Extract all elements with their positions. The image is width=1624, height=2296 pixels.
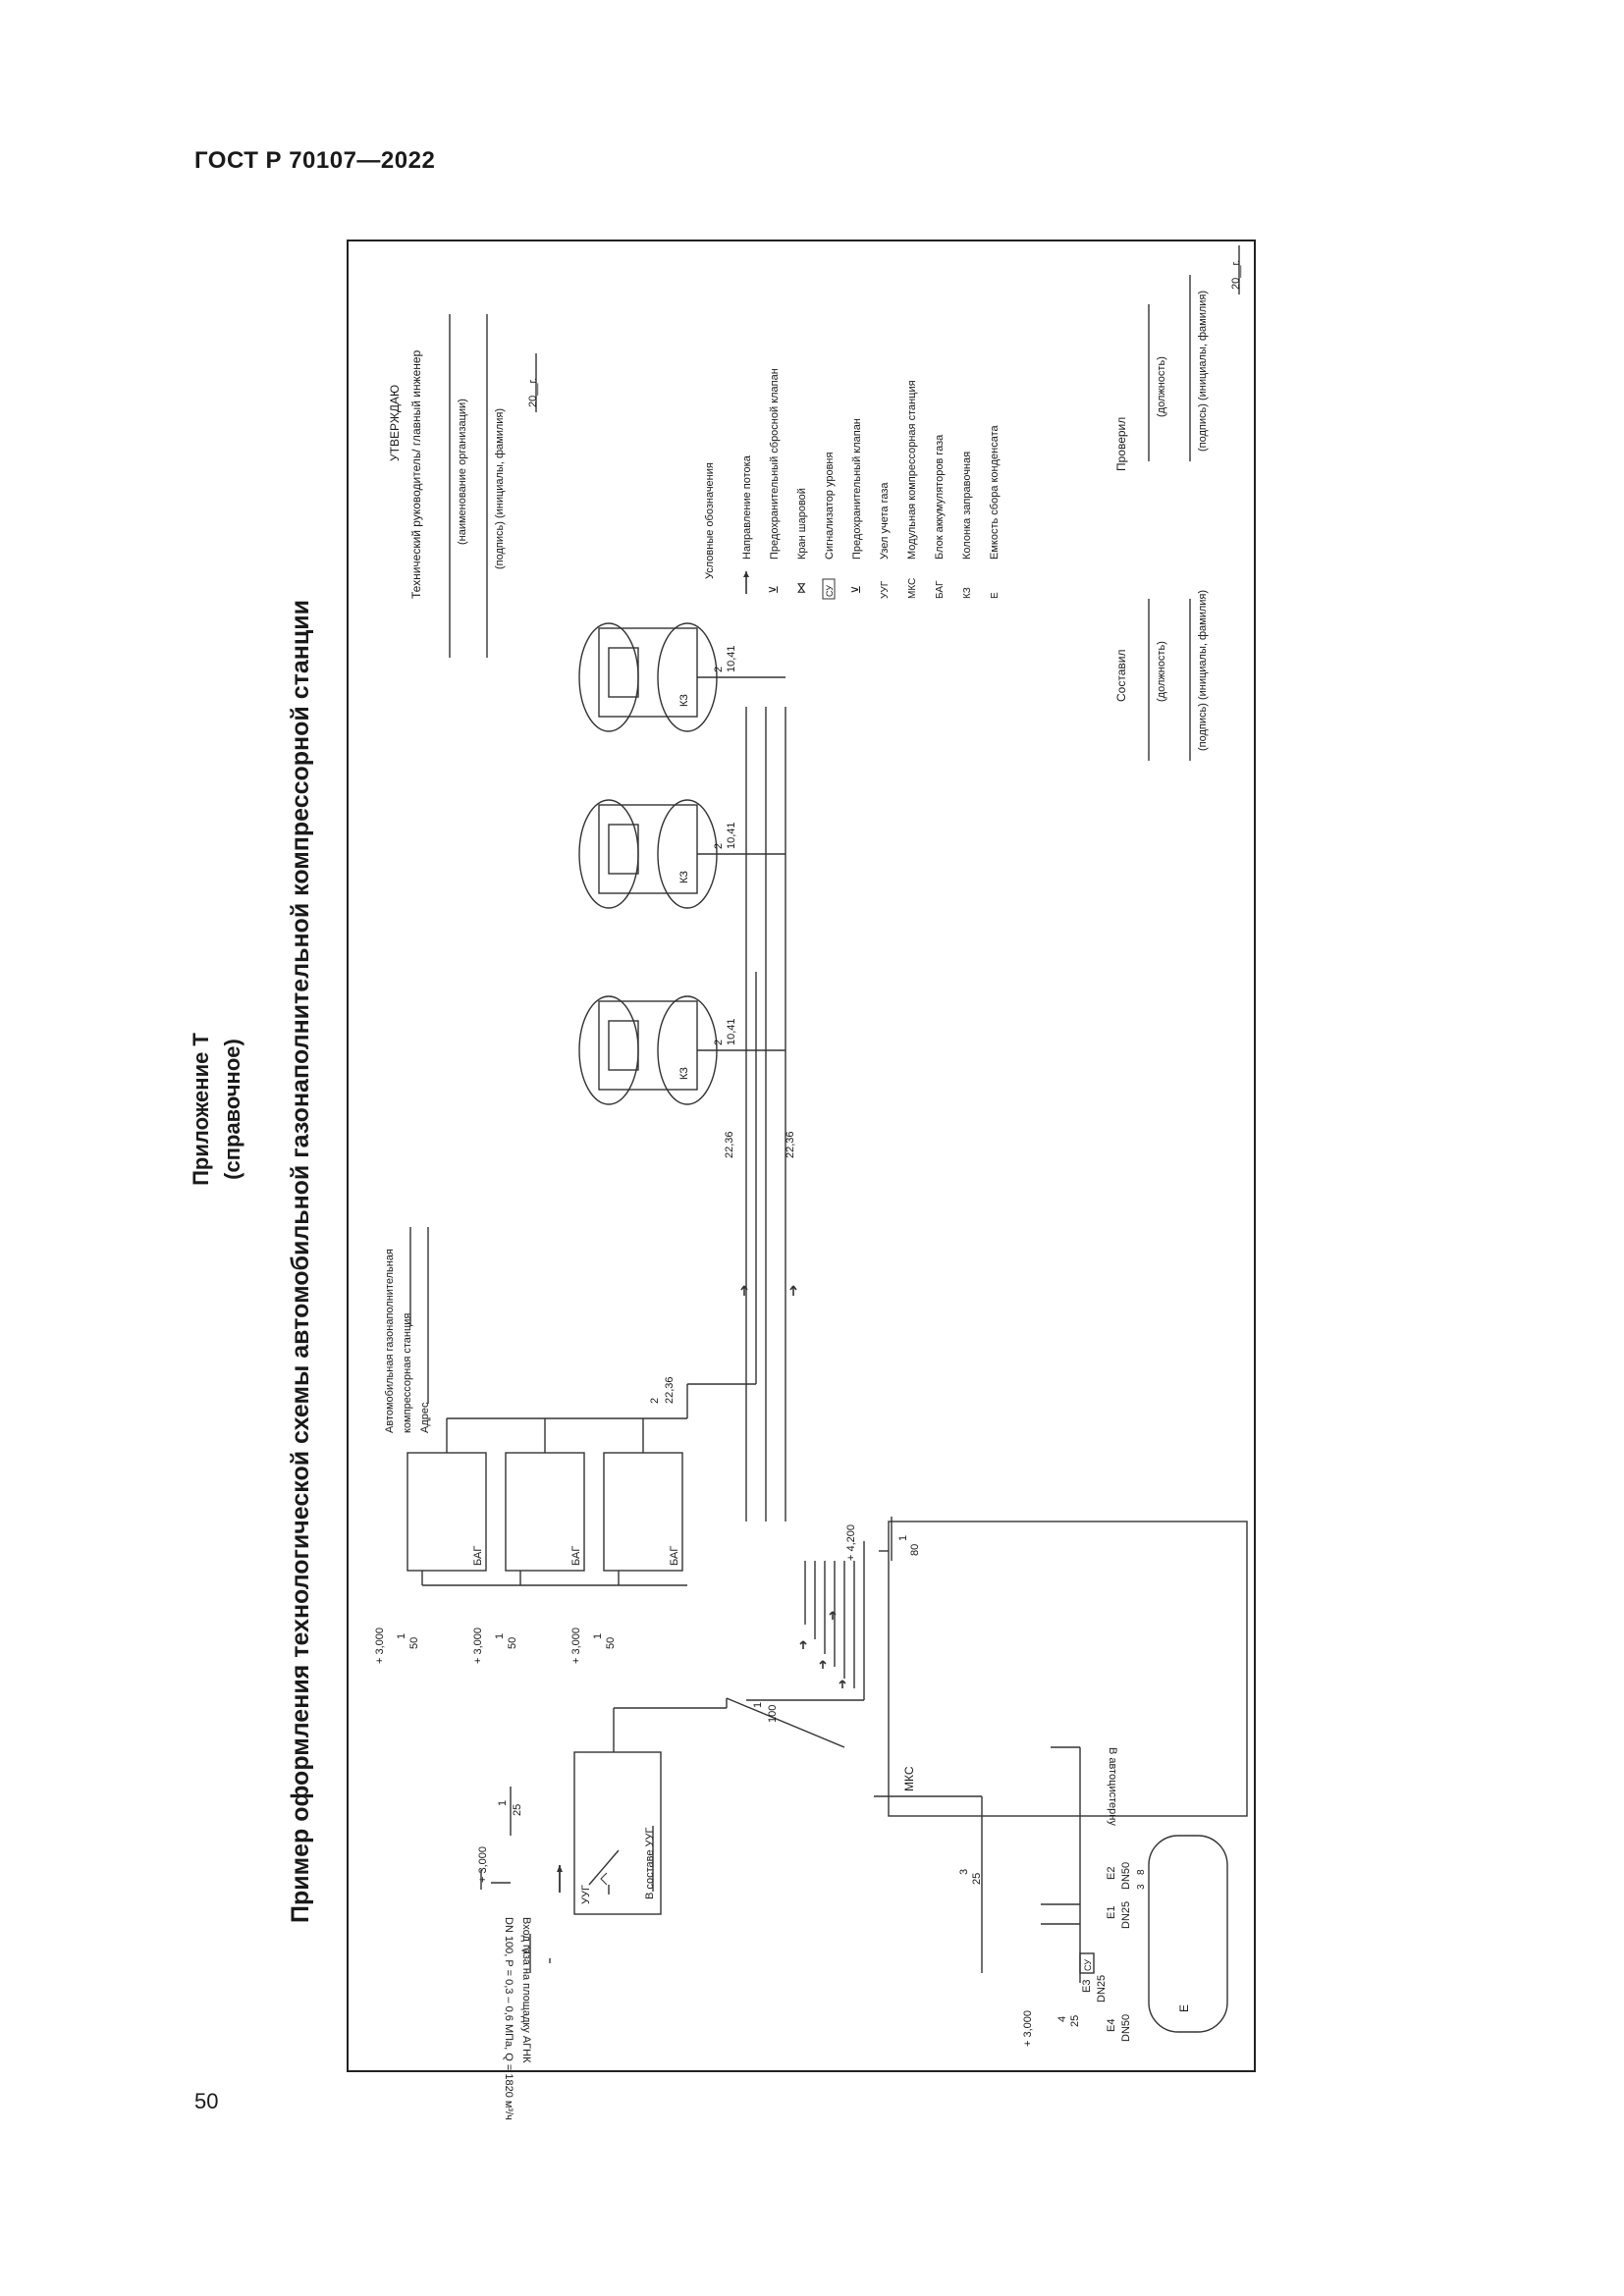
kz-p-1: 2 [713,1039,725,1045]
header-piping [727,1561,864,1747]
kz-p-3: 2 [713,666,725,672]
legend-label-3: Кран шаровой [796,488,808,560]
legend-label-5: Предохранительный клапан [851,418,863,560]
signature-compiled: Составил [1114,649,1128,702]
inlet-elev: + 3,000 [477,1845,489,1883]
approval-role: Технический руководитель/ главный инженер [409,349,423,599]
legend-symbol-7: МКС [907,577,918,599]
bag-manifold-p: 2 [649,1397,661,1404]
e2-dn: DN50 [1120,1861,1132,1890]
legend [704,368,1001,599]
e3-dn: DN25 [1096,1974,1108,2002]
e3-label: Е3 [1081,1979,1093,1993]
station-info-line2: компрессорная станция [402,1312,413,1433]
approval-heading: УТВЕРЖДАЮ [388,384,402,461]
kz-d-3: 10,41 [726,645,737,672]
inlet-section [477,1708,727,2120]
inlet-text-2: DN 100, P = 0,3 – 0,6 МПа, Q = 1820 м³/ч [503,1917,514,2120]
bag-p-1: 1 [396,1632,407,1639]
bag-d-3: 50 [605,1636,617,1649]
mks-d80: 80 [909,1543,921,1556]
legend-symbol-2: ⊻ [767,585,781,594]
signature-position-caption-2: (должность) [1156,356,1167,417]
legend-label-2: Предохранительный сбросной клапан [769,368,781,560]
legend-title: Условные обозначения [704,462,716,579]
legend-symbol-9: КЗ [962,587,973,599]
legend-label-7: Модульная компрессорная станция [906,380,918,560]
e4-dn: DN50 [1120,2013,1132,2042]
bag-label-2: БАГ [570,1545,582,1566]
inlet-text-1: Вход газа на площадку АГНК [520,1917,532,2063]
mks-box [889,1522,1247,1816]
cond-d25: 25 [971,1872,983,1885]
legend-label-10: Емкость сбора конденсата [989,425,1001,560]
signature-sign-caption-1: (подпись) (инициалы, фамилия) [1197,589,1209,751]
page-number: 50 [194,2089,219,2113]
appendix-title: Приложение Т [189,1033,213,1186]
auto-s8: 8 [1136,1869,1147,1875]
cond-elev: + 3,000 [1022,2009,1034,2047]
e1-label: Е1 [1106,1905,1117,1919]
bag-elev-3: + 3,000 [570,1627,582,1664]
d100-size: 100 [767,1704,779,1723]
legend-label-1: Направление потока [741,455,753,560]
signature-sign-caption-2: (подпись) (инициалы, фамилия) [1197,290,1209,452]
su-label: СУ [1083,1959,1093,1971]
legend-symbol-8: БАГ [935,580,946,599]
autocistern-text: В автоцистерну [1107,1747,1118,1826]
bag-p-3: 1 [592,1632,604,1639]
bag-manifold-d: 22,36 [664,1376,676,1404]
figure-title: Пример оформления технологической схемы автомобильной газонаполнительной компрессорной станции [287,600,314,1923]
mks-p80: 1 [897,1534,909,1541]
trunk-d-2: 22,36 [785,1131,796,1158]
uug-label: УУГ [580,1885,592,1904]
bag-elev-2: + 3,000 [472,1627,484,1664]
bag-label-3: БАГ [669,1545,680,1566]
mks-elev: + 4,200 [845,1523,857,1561]
e1-dn: DN25 [1120,1900,1132,1929]
kz-label-2: КЗ [678,871,690,883]
bag-p-2: 1 [494,1632,506,1639]
condensate-section [874,1747,1227,2047]
bag-d-2: 50 [507,1636,518,1649]
cond-d25b: 25 [1069,2014,1081,2027]
station-info-address: Адрес [419,1402,431,1433]
inlet-d: 25 [512,1803,523,1816]
approval-date: 20__г. [527,377,539,407]
legend-label-4: Сигнализатор уровня [824,452,836,560]
legend-symbol-5: ⊻ [849,585,863,594]
bag-label-1: БАГ [472,1545,484,1566]
e-label: Е [1177,2003,1191,2012]
legend-label-6: Узел учета газа [879,482,891,560]
dispenser-2 [579,800,785,908]
uug-note: В составе УУГ [644,1827,656,1899]
signature-block [1114,245,1242,761]
legend-symbol-3: ⋈ [794,582,808,594]
station-info-line1: Автомобильная газонаполнительная [384,1249,396,1433]
approval-org-caption: (наименование организации) [457,399,468,545]
legend-label-9: Колонка заправочная [961,451,973,560]
d100-p: 1 [752,1701,764,1708]
e2-label: Е2 [1106,1866,1117,1880]
kz-label-3: КЗ [678,694,690,707]
bag-elev-1: + 3,000 [374,1627,386,1664]
legend-symbol-6: УУГ [880,580,891,599]
cond-p3: 3 [958,1868,970,1875]
signature-position-caption-1: (должность) [1156,641,1167,702]
bag-d-1: 50 [408,1636,420,1649]
e-tank [1149,1836,1227,2032]
legend-symbol-4: СУ [825,585,835,597]
inlet-p: 1 [497,1799,509,1806]
dispenser-1 [579,996,785,1104]
approval-block [388,314,539,658]
dispensers [579,623,785,1104]
bag-units [374,1376,756,1664]
signature-checked: Проверил [1114,416,1128,471]
auto-s3: 3 [1136,1884,1147,1890]
mks-unit [845,1517,1247,1816]
kz-d-1: 10,41 [726,1018,737,1045]
kz-p-2: 2 [713,842,725,849]
approval-sign-caption: (подпись) (инициалы, фамилия) [494,407,506,569]
mks-label: МКС [902,1766,916,1791]
signature-date: 20__г. [1230,259,1242,290]
kz-d-2: 10,41 [726,822,737,849]
e4-label: Е4 [1106,2018,1117,2032]
standard-header: ГОСТ Р 70107—2022 [194,147,436,174]
dispenser-3 [579,623,785,731]
cond-p4: 4 [1056,2015,1068,2022]
trunk-d-1: 22,36 [724,1131,735,1158]
appendix-subtitle: (справочное) [220,1039,244,1180]
kz-label-1: КЗ [678,1067,690,1080]
legend-label-8: Блок аккумуляторов газа [934,434,946,560]
legend-symbol-10: Е [990,592,1001,599]
station-info [384,1227,431,1433]
